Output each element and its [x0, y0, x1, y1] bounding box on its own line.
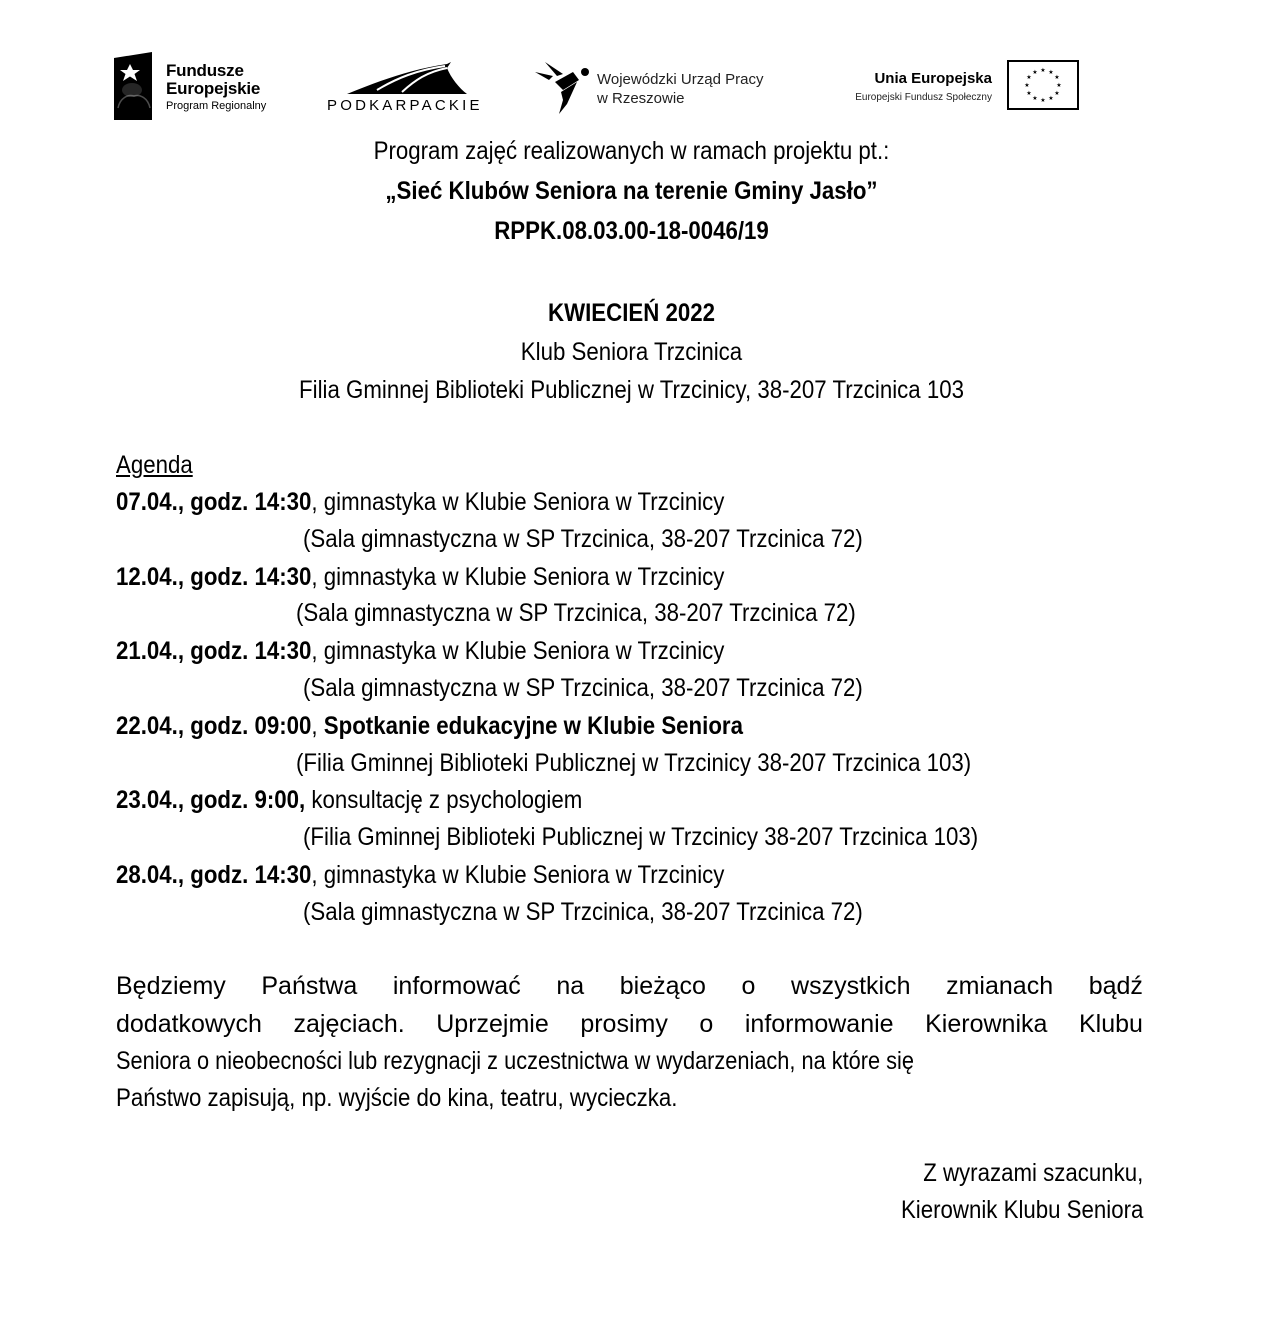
ue-line2: Europejski Fundusz Społeczny — [855, 92, 992, 103]
fundusze-line3: Program Regionalny — [166, 100, 267, 112]
agenda-location: (Sala gimnastyczna w SP Trzcinica, 38-207 Trzcinica 72) — [296, 599, 856, 627]
word: informować — [392, 972, 521, 1000]
eu-flag-icon — [1007, 60, 1079, 110]
agenda-separator: , — [311, 488, 324, 516]
svg-text:★: ★ — [1026, 90, 1032, 97]
agenda-activity: Spotkanie edukacyjne w Klubie Seniora — [323, 712, 743, 740]
svg-text:★: ★ — [1026, 74, 1032, 81]
agenda-location: (Filia Gminnej Biblioteki Publicznej w Trzcinicy 38-207 Trzcinica 103) — [296, 749, 972, 777]
word: informowanie — [744, 1010, 894, 1038]
agenda-date-time: 22.04., godz. 09:00 — [116, 712, 312, 740]
notice-line-1 — [116, 971, 1143, 1001]
word: Uprzejmie — [436, 1010, 549, 1038]
podkarpackie-mountain-icon — [347, 60, 467, 96]
word: na — [556, 972, 585, 1000]
fundusze-line2: Europejskie — [166, 79, 261, 98]
word: o — [699, 1010, 714, 1038]
agenda-location: (Sala gimnastyczna w SP Trzcinica, 38-207 Trzcinica 72) — [303, 674, 863, 702]
agenda-date-time: 12.04., godz. 14:30 — [116, 563, 312, 591]
agenda-activity: konsultację z psychologiem — [311, 786, 583, 814]
club-name: Klub Seniora Trzcinica — [520, 338, 743, 366]
agenda-activity: gimnastyka w Klubie Seniora w Trzcinicy — [323, 637, 725, 665]
agenda-separator: , — [311, 637, 324, 665]
word: wszystkich — [791, 972, 911, 1000]
unia-europejska-logo — [830, 60, 1090, 115]
notice-line-4: Państwo zapisują, np. wyjście do kina, teatru, wycieczka. — [116, 1084, 678, 1112]
svg-text:★: ★ — [1054, 90, 1060, 97]
podkarpackie-label: PODKARPACKIE — [327, 97, 483, 114]
svg-text:★: ★ — [1056, 82, 1062, 89]
fundusze-europejskie-logo — [112, 50, 282, 122]
logo-bar — [0, 0, 1263, 130]
wup-line2: w Rzeszowie — [597, 90, 685, 107]
word: o — [741, 972, 756, 1000]
svg-text:★: ★ — [1024, 82, 1030, 89]
agenda-separator: , — [311, 712, 324, 740]
word: zmianach — [946, 972, 1054, 1000]
wup-runner-icon — [533, 60, 593, 115]
project-code: RPPK.08.03.00-18-0046/19 — [494, 217, 769, 245]
svg-text:★: ★ — [1048, 69, 1054, 76]
notice-line-2 — [116, 1009, 1143, 1039]
program-intro: Program zajęć realizowanych w ramach projektu pt.: — [373, 137, 890, 165]
word: Kierownika — [925, 1010, 1048, 1038]
svg-text:★: ★ — [1048, 95, 1054, 102]
wup-line1: Wojewódzki Urząd Pracy — [597, 71, 764, 88]
signature-closing: Z wyrazami szacunku, — [922, 1159, 1143, 1187]
word: bieżąco — [619, 972, 706, 1000]
agenda-date-time: 23.04., godz. 9:00, — [116, 786, 306, 814]
agenda-activity: gimnastyka w Klubie Seniora w Trzcinicy — [323, 861, 725, 889]
word: prosimy — [580, 1010, 668, 1038]
svg-text:★: ★ — [1040, 67, 1046, 74]
project-title: „Sieć Klubów Seniora na terenie Gminy Jasło” — [385, 177, 878, 205]
agenda-activity: gimnastyka w Klubie Seniora w Trzcinicy — [323, 488, 725, 516]
word: zajęciach. — [293, 1010, 405, 1038]
notice-line-3: Seniora o nieobecności lub rezygnacji z uczestnictwa w wydarzeniach, na które się — [116, 1047, 914, 1075]
agenda-activity: gimnastyka w Klubie Seniora w Trzcinicy — [323, 563, 725, 591]
signature-signer: Kierownik Klubu Seniora — [900, 1196, 1143, 1224]
agenda-date-time: 28.04., godz. 14:30 — [116, 861, 312, 889]
month-heading: KWIECIEŃ 2022 — [548, 299, 715, 327]
fundusze-line1: Fundusze — [166, 61, 244, 80]
podkarpackie-logo — [327, 60, 487, 115]
agenda-location: (Filia Gminnej Biblioteki Publicznej w Trzcinicy 38-207 Trzcinica 103) — [303, 823, 979, 851]
svg-text:★: ★ — [1032, 69, 1038, 76]
svg-text:★: ★ — [1032, 95, 1038, 102]
word: bądź — [1088, 972, 1143, 1000]
agenda-heading: Agenda — [116, 451, 193, 479]
agenda-location: (Sala gimnastyczna w SP Trzcinica, 38-207 Trzcinica 72) — [303, 898, 863, 926]
club-address: Filia Gminnej Biblioteki Publicznej w Trzcinicy, 38-207 Trzcinica 103 — [299, 376, 964, 404]
svg-text:★: ★ — [1054, 74, 1060, 81]
agenda-separator: , — [311, 861, 324, 889]
agenda-date-time: 21.04., godz. 14:30 — [116, 637, 312, 665]
word: Klubu — [1078, 1010, 1143, 1038]
agenda-date-time: 07.04., godz. 14:30 — [116, 488, 312, 516]
wup-rzeszow-logo — [533, 60, 783, 115]
ue-line1: Unia Europejska — [874, 70, 992, 87]
word: Będziemy — [116, 972, 226, 1000]
agenda-separator: , — [311, 563, 324, 591]
agenda-location: (Sala gimnastyczna w SP Trzcinica, 38-207 Trzcinica 72) — [303, 525, 863, 553]
word: Państwa — [261, 972, 358, 1000]
fundusze-europejskie-emblem-icon — [112, 50, 154, 122]
word: dodatkowych — [116, 1010, 262, 1038]
svg-text:★: ★ — [1040, 97, 1046, 104]
